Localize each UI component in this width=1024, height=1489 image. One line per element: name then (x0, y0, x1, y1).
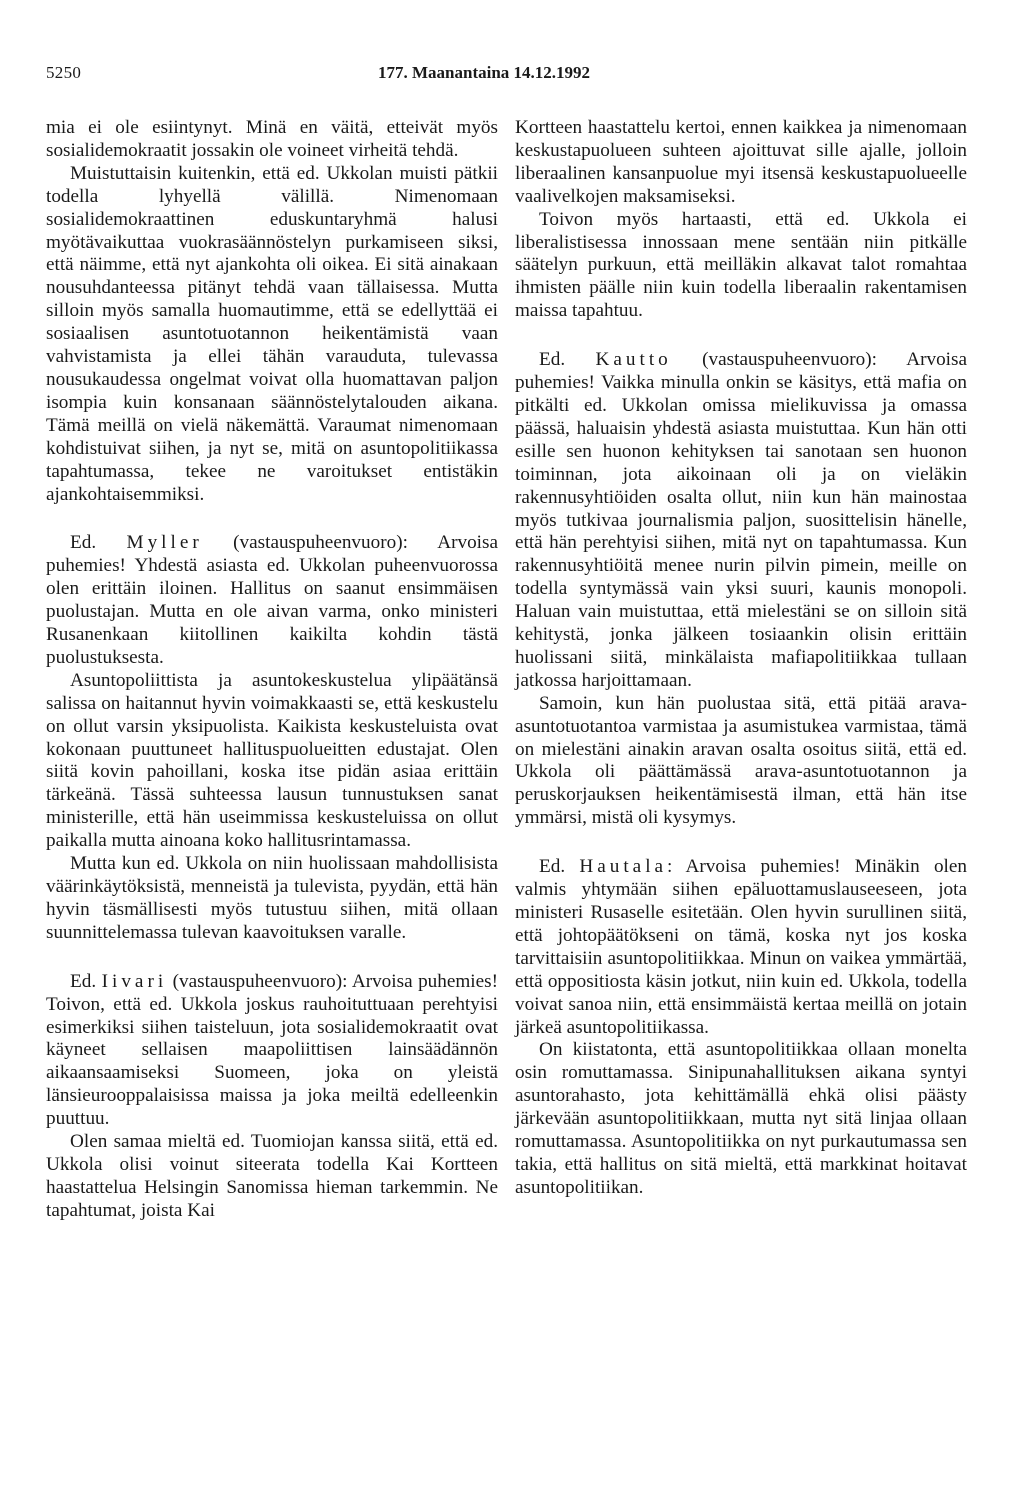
paragraph: Samoin, kun hän puolustaa sitä, että pitää arava-asuntotuotantoa varmistaa ja asumistukea varmistaa, tämä on mielestäni ainakin aravan osalta osoitus siitä, että ed. Ukkola oli päättämässä arava-asuntotuotannon ja peruskorjauksen heikentämisestä ilman, että hän itse ymmärsi, mistä oli kysymys. (515, 692, 967, 829)
page-number: 5250 (46, 63, 82, 82)
speaker-prefix: Ed. (539, 349, 566, 371)
speech-iivari (46, 971, 498, 1131)
speaker-name: Kautto (595, 349, 672, 371)
speaker-name: Hautala (579, 856, 668, 878)
speech-text: (vastauspuheenvuoro): Arvoisa puhemies! Yhdestä asiasta ed. Ukkolan puheenvuorossa olen erittäin iloinen. Hallitus on saanut ensimmäisen puolustajan. Mutta en ole aivan varma, onko ministeri Rusanenkaan kiitollinen kaikilta kohdin tästä puolustuksesta. (46, 532, 498, 668)
speech-hautala (515, 856, 967, 1039)
speaker-name: Myller (126, 532, 203, 554)
speaker-name: Iivari (101, 970, 168, 992)
paragraph: On kiistatonta, että asuntopolitiikkaa ollaan monelta osin romuttamassa. Sinipunahallituksen aikana syntyi asuntorahasto, jota kehittämällä ehkä olisi päästy järkevään asuntopolitiikkaan, mutta nyt sitä linjaa ollaan romuttamassa. Asuntopolitiikka on nyt purkautumassa sen takia, että hallitus on sitä mieltä, että markkinat hoitavat asuntopolitiikan. (515, 1039, 967, 1198)
speaker-prefix: Ed. (70, 970, 97, 992)
speech-myller (46, 532, 498, 669)
speaker-prefix: Ed. (70, 532, 97, 554)
paragraph: Asuntopoliittista ja asuntokeskustelua ylipäätänsä salissa on haitannut hyvin voimakkaasti se, että keskustelu on ollut varsin yksipuolista. Kaikista keskusteluista ovat kokonaan puuttuneet hallituspuolueitten edustajat. Olen siitä kovin pahoillani, koska itse pidän asiaa erittäin tärkeänä. Tässä suhteessa lausun tunnustuksen sanat ministerille, että hän useimmissa keskusteluissa on ollut paikalla mutta ainoana koko hallitusrintamassa. (46, 669, 498, 852)
speech-text: (vastauspuheenvuoro): Arvoisa puhemies! Toivon, että ed. Ukkola joskus rauhoituttuaan perehtyisi esimerkiksi siihen taisteluun, jota sosialidemokraatit ovat käyneet sellaisen maapoliittisen lainsäädännön aikaansaamiseksi Suomeen, joka on yleistä länsieurooppalaisissa maissa ja joka meiltä edelleenkin puuttuu. (46, 970, 498, 1130)
speech-text: : Arvoisa puhemies! Minäkin olen valmis yhtymään siihen epäluottamuslauseeseen, jota ministeri Rusaselle esitetään. Olen hyvin surullinen siitä, että johtopäätökseni on tämä, koska nyt jos koska tarvittaisiin asuntopolitiikkaa. Minun on vaikea ymmärtää, että oppositiosta käsin jotkut, niin kuin ed. Ukkola, todella voivat sanoa niin, että ensimmäistä kertaa meillä on jotain järkeä asuntopolitiikassa. (515, 856, 967, 1038)
speech-kautto (515, 349, 967, 693)
left-column (46, 117, 498, 1223)
paragraph: Kortteen haastattelu kertoi, ennen kaikkea ja nimenomaan keskustapuolueen suhteen ajoittuvat sille ajalle, jolloin liberaalinen kansanpuolue myi itsensä keskustapuolueelle vaalivelkojen maksamiseksi. (515, 117, 967, 207)
right-column (515, 117, 967, 1200)
speech-text: (vastauspuheenvuoro): Arvoisa puhemies! Vaikka minulla onkin se käsitys, että mafia on pitkälti ed. Ukkolan omissa mielikuvissa ja omassa päässä, haluaisin yhdestä asiasta muistuttaa. Kun hän otti esille sen huonon kehityksen tai sanotaan sen huonon toiminnan, jota aikoinaan oli ja on vieläkin rakennusyhtiöiden osalta ollut, niin kun hän mainostaa myös tutkivaa journalismia paljon, suosittelisin hänelle, että hän perehtyisi siihen, mitä nyt on tapahtumassa. Kun rakennusyhtiöitä menee nurin pilvin pimein, meille on todella syntymässä vain yksi suuri, kaunis monopoli. Haluan vain muistuttaa, että mielestäni se on silloin sitä kehitystä, jonka jälkeen tosiaankin olisin erittäin huolissani siitä, minkälaista mafiapolitiikkaa tullaan jatkossa harjoittamaan. (515, 349, 967, 691)
paragraph: Toivon myös hartaasti, että ed. Ukkola ei liberalistisessa innossaan mene sentään niin pitkälle säätelyn purkuun, että meilläkin alkavat talot romahtaa ihmisten päälle niin kuin todella liberaalin rakentamisen maissa tapahtuu. (515, 208, 967, 322)
running-head: 177. Maanantaina 14.12.1992 (378, 63, 591, 82)
paragraph: Mutta kun ed. Ukkola on niin huolissaan mahdollisista väärinkäytöksistä, menneistä ja tulevista, pyydän, että hän hyvin täsmällisesti myös tutustuu siihen, mitä ollaan suunnittelemassa tulevan kaavoituksen varalle. (46, 853, 498, 943)
paragraph: Olen samaa mieltä ed. Tuomiojan kanssa siitä, että ed. Ukkola olisi voinut siteerata todella Kai Kortteen haastattelua Helsingin Sanomissa hieman tarkemmin. Ne tapahtumat, joista Kai (46, 1131, 498, 1221)
paragraph: mia ei ole esiintynyt. Minä en väitä, etteivät myös sosialidemokraatit jossakin ole voineet virheitä tehdä. (46, 117, 498, 161)
paragraph: Muistuttaisin kuitenkin, että ed. Ukkolan muisti pätkii todella lyhyellä välillä. Nimenomaan sosialidemokraattinen eduskuntaryhmä halusi myötävaikuttaa vuokrasäännöstelyn purkamiseen siksi, että näimme, että nyt ajankohta oli oikea. Ei sitä ainakaan nousuhdanteessa pitänyt tehdä vaan tällaisessa. Mutta silloin myös samalla huomautimme, että se edellyttää ei sosiaalisen asuntotuotannon heikentämistä vaan vahvistamista ja ellei tähän varauduta, tulevassa nousukaudessa ongelmat voivat olla huomattavan paljon isompia kuin konsanaan säännöstelytalouden aikana. Tämä meillä on vielä näkemättä. Varaumat nimenomaan kohdistuivat siihen, ja nyt se, mitä on asuntopolitiikassa tapahtumassa, tekee ne varoitukset entistäkin ajankohtaisemmiksi. (46, 162, 498, 505)
speaker-prefix: Ed. (539, 856, 566, 878)
